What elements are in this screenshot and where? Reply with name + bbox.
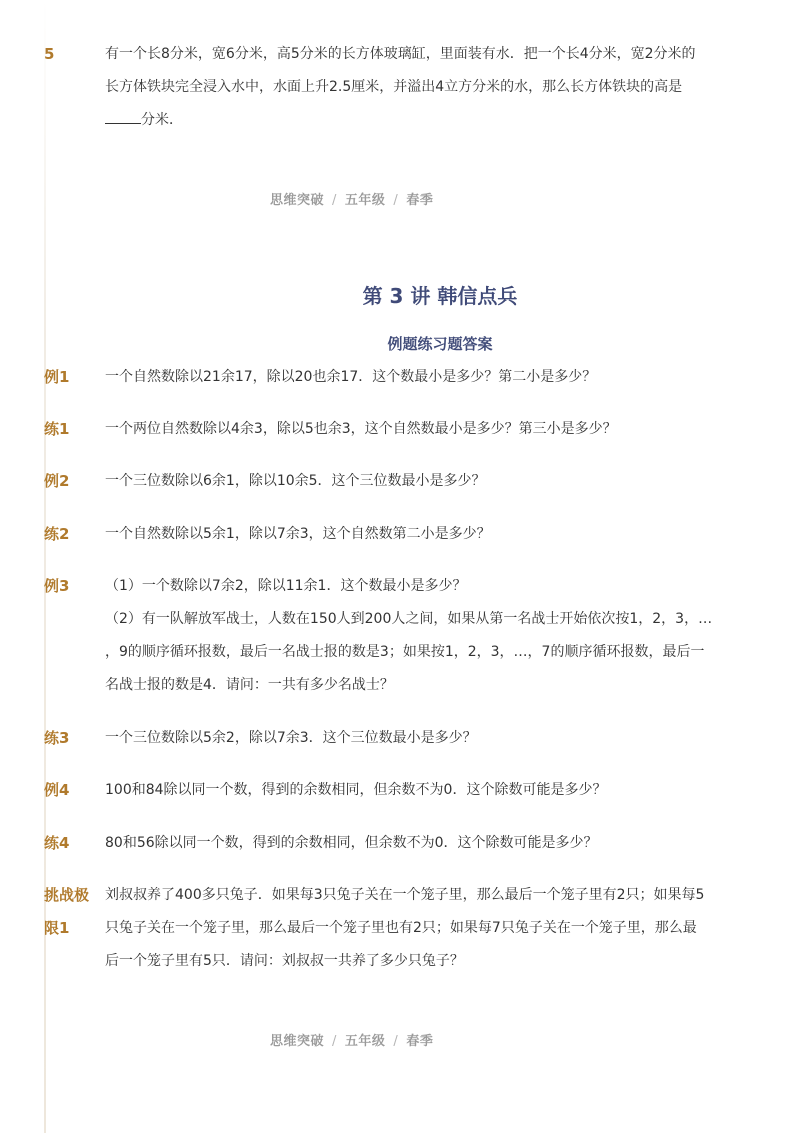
example-4 [44, 774, 724, 807]
item-label: 例3 [44, 577, 70, 595]
practice-2 [44, 518, 724, 551]
item-text: 一个两位自然数除以4余3，除以5也余3，这个自然数最小是多少？第三小是多少？ [105, 421, 617, 437]
footer-grade: 五年级 [344, 1034, 386, 1049]
item-line: （2）有一队解放军战士，人数在150人到200人之间，如果从第一名战士开始依次按1，2，3，… [105, 611, 713, 627]
item-line: 刘叔叔养了400多只兔子．如果每3只兔子关在一个笼子里，那么最后一个笼子里有2只；如果每5 [105, 887, 705, 903]
question-line [105, 104, 725, 137]
practice-4 [44, 827, 724, 860]
item-text: 一个自然数除以21余17，除以20也余17．这个数最小是多少？第二小是多少？ [105, 369, 597, 385]
example-3 [44, 570, 724, 702]
item-text: 一个三位数除以6余1，除以10余5．这个三位数最小是多少？ [105, 473, 486, 489]
footer-separator: / [393, 1034, 399, 1049]
question-number: 5 [44, 45, 55, 63]
item-line: 后一个笼子里有5只．请问：刘叔叔一共养了多少只兔子？ [105, 953, 464, 969]
item-text: 一个自然数除以5余1，除以7余3，这个自然数第二小是多少？ [105, 526, 491, 542]
item-label: 例1 [44, 368, 70, 386]
example-2 [44, 465, 724, 498]
item-line: ，9的顺序循环报数，最后一名战士报的数是3；如果按1，2，3，…，7的顺序循环报数，最后一 [105, 644, 705, 660]
footer-season: 春季 [406, 1034, 434, 1049]
item-label: 练1 [44, 420, 70, 438]
footer-series: 思维突破 [270, 1034, 325, 1049]
item-line: 只兔子关在一个笼子里，那么最后一个笼子里也有2只；如果每7只兔子关在一个笼子里，那么最 [105, 920, 697, 936]
item-label: 练3 [44, 729, 70, 747]
question-text [105, 38, 725, 137]
item-line: 名战士报的数是4．请问：一共有多少名战士？ [105, 677, 394, 693]
example-1 [44, 361, 724, 394]
item-label [44, 879, 102, 945]
answer-blank [105, 109, 141, 124]
item-label: 例4 [44, 781, 70, 799]
item-text [105, 570, 725, 702]
item-label: 练4 [44, 834, 70, 852]
item-label-line: 挑战极 [44, 886, 90, 904]
item-line: （1）一个数除以7余2，除以11余1．这个数最小是多少？ [105, 578, 467, 594]
question-5 [44, 38, 724, 138]
item-text: 80和56除以同一个数，得到的余数相同，但余数不为0．这个除数可能是多少？ [105, 835, 598, 851]
footer-series: 思维突破 [270, 193, 325, 208]
item-text: 100和84除以同一个数，得到的余数相同，但余数不为0．这个除数可能是多少？ [105, 782, 607, 798]
item-label: 练2 [44, 525, 70, 543]
item-text [105, 879, 725, 978]
page-footer [270, 189, 470, 208]
footer-separator: / [332, 193, 337, 208]
practice-3 [44, 722, 724, 755]
footer-grade: 五年级 [344, 193, 386, 208]
lecture-title: 第 3 讲 韩信点兵 [362, 284, 518, 308]
practice-1 [44, 413, 724, 446]
item-text: 一个三位数除以5余2，除以7余3．这个三位数最小是多少？ [105, 730, 477, 746]
question-line: 长方体铁块完全浸入水中，水面上升2.5厘米，并溢出4立方分米的水，那么长方体铁块的高是 [105, 79, 683, 95]
challenge-1 [44, 879, 724, 979]
footer-separator: / [393, 193, 399, 208]
question-line-suffix: 分米． [141, 112, 183, 128]
footer-separator: / [332, 1034, 337, 1049]
page-footer [270, 1030, 470, 1049]
item-label-line: 限1 [44, 919, 70, 937]
section-title: 例题练习题答案 [387, 335, 493, 353]
footer-season: 春季 [406, 193, 434, 208]
question-line: 有一个长8分米，宽6分米，高5分米的长方体玻璃缸，里面装有水．把一个长4分米，宽2分米的 [105, 46, 696, 62]
item-label: 例2 [44, 472, 70, 490]
